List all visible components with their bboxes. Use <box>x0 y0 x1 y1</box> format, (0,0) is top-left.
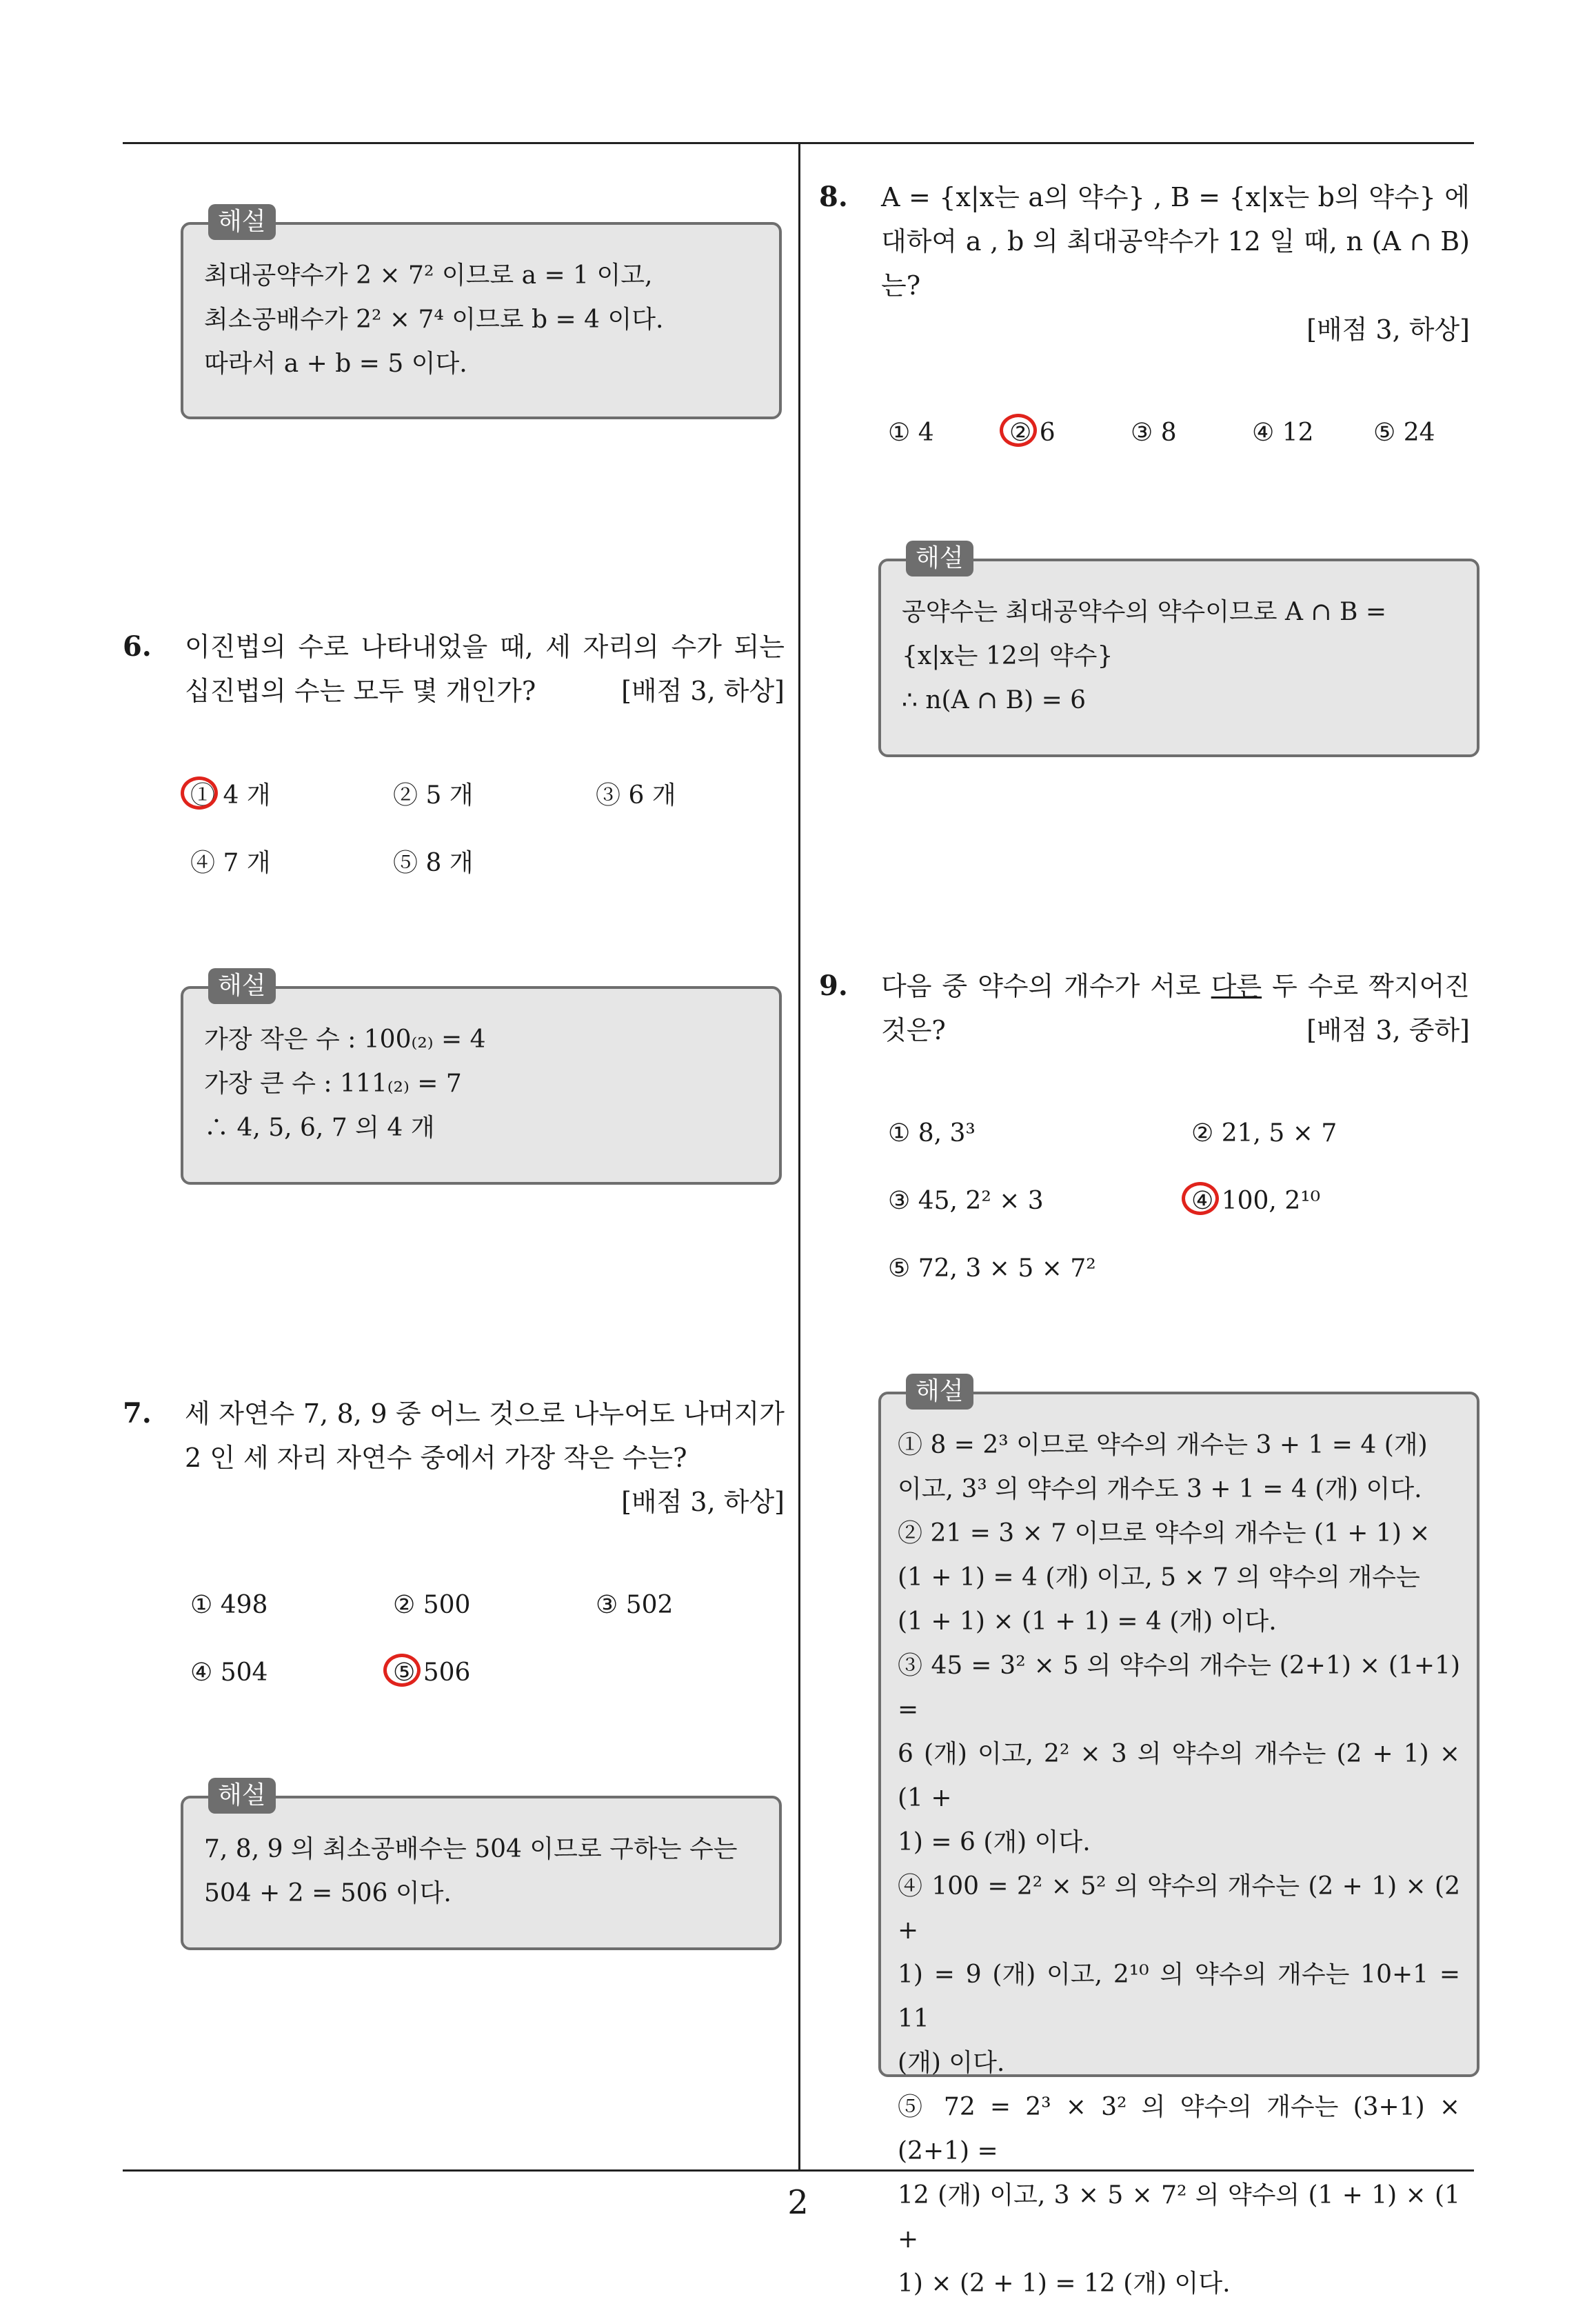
solution-text <box>204 1018 758 1150</box>
solution-line: ∴ 4, 5, 6, 7 의 4 개 <box>204 1114 435 1142</box>
choice-1[interactable]: ① 498 <box>190 1591 268 1619</box>
choice-5[interactable]: ⑤ 72, 3 × 5 × 7² <box>888 1254 1096 1283</box>
question-text <box>185 1392 785 1524</box>
choice-1[interactable]: ① 8, 3³ <box>888 1119 976 1147</box>
question-text <box>881 175 1470 352</box>
choice-5[interactable]: ⑤ 24 <box>1373 419 1435 447</box>
solution-line: 6 (개) 이고, 2² × 3 의 약수의 개수는 (2 + 1) × (1 + <box>898 1740 1460 1812</box>
question-points: [배점 3, 중하] <box>1306 1015 1470 1045</box>
choices-6 <box>190 775 783 885</box>
choice-1[interactable]: ① 4 개 <box>190 775 271 816</box>
solution-line: 최소공배수가 2² × 7⁴ 이므로 b = 4 이다. <box>204 305 664 334</box>
question-text <box>881 964 1470 1052</box>
question-points: [배점 3, 하상] <box>621 1487 785 1517</box>
solution-line: ② 21 = 3 × 7 이므로 약수의 개수는 (1 + 1) × <box>898 1519 1431 1547</box>
solution-line: 1) = 9 (개) 이고, 2¹⁰ 의 약수의 개수는 10+1 = 11 <box>898 1961 1460 2033</box>
choice-2[interactable]: ② 6 <box>1009 412 1055 454</box>
answer-mark-circle <box>181 776 218 810</box>
choice-2[interactable]: ② 21, 5 × 7 <box>1191 1119 1337 1147</box>
solution-line: ① 8 = 2³ 이므로 약수의 개수는 3 + 1 = 4 (개) <box>898 1431 1428 1459</box>
solution-line: ⑤ 72 = 2³ × 3² 의 약수의 개수는 (3+1) × (2+1) = <box>898 2093 1460 2165</box>
choice-3[interactable]: ③ 8 <box>1131 419 1177 447</box>
solution-line: 1) × (2 + 1) = 12 (개) 이다. <box>898 2269 1231 2298</box>
solution-tag: 해설 <box>208 1778 276 1814</box>
solution-tag: 해설 <box>906 541 973 576</box>
question-9 <box>819 964 1481 1061</box>
solution-line: (1 + 1) × (1 + 1) = 4 (개) 이다. <box>898 1607 1277 1636</box>
solution-line: (개) 이다. <box>898 2049 1005 2077</box>
question-number: 6. <box>123 630 152 663</box>
solution-line: 따라서 a + b = 5 이다. <box>204 350 467 378</box>
solution-line: 이고, 3³ 의 약수의 개수도 3 + 1 = 4 (개) 이다. <box>898 1475 1422 1503</box>
solution-text <box>204 254 758 386</box>
question-stem-tail: 두 수로 짝지어진 것은? <box>881 971 1470 1045</box>
solution-tag: 해설 <box>906 1374 973 1410</box>
solution-line: 504 + 2 = 506 이다. <box>204 1879 452 1907</box>
page-number: 2 <box>787 2183 809 2222</box>
question-number: 7. <box>123 1397 152 1430</box>
question-7 <box>123 1392 785 1530</box>
solution-line: 7, 8, 9 의 최소공배수는 504 이므로 구하는 수는 <box>204 1835 738 1863</box>
choice-2[interactable]: ② 5 개 <box>393 781 474 810</box>
solution-tag: 해설 <box>208 968 276 1004</box>
choice-4[interactable]: ④ 504 <box>190 1658 268 1687</box>
answer-mark-circle <box>383 1654 421 1687</box>
solution-line: {x|x는 12의 약수} <box>902 642 1113 670</box>
choice-5[interactable]: ⑤ 506 <box>393 1652 470 1694</box>
solution-line: ③ 45 = 3² × 5 의 약수의 개수는 (2+1) × (1+1) = <box>898 1652 1460 1724</box>
choice-3[interactable]: ③ 502 <box>596 1591 674 1619</box>
solution-line: 1) = 6 (개) 이다. <box>898 1828 1091 1856</box>
choices-7 <box>190 1585 783 1695</box>
choice-3[interactable]: ③ 45, 2² × 3 <box>888 1187 1044 1215</box>
underlined-word: 다른 <box>1211 971 1262 1001</box>
question-points: [배점 3, 하상] <box>1306 314 1470 345</box>
solution-box-6 <box>181 972 782 1185</box>
question-stem: A = {x|x는 a의 약수} , B = {x|x는 b의 약수} 에 대하여 a , b 의 최대공약수가 12 일 때, n (A ∩ B) 는? <box>881 182 1470 301</box>
solution-line: 공약수는 최대공약수의 약수이므로 A ∩ B = <box>902 598 1387 626</box>
choice-4[interactable]: ④ 7 개 <box>190 849 271 877</box>
solution-line: 가장 큰 수 : 111₍₂₎ = 7 <box>204 1070 462 1098</box>
solution-box-8 <box>878 544 1479 757</box>
solution-line: 최대공약수가 2 × 7² 이므로 a = 1 이고, <box>204 261 653 290</box>
column-divider <box>798 143 800 2171</box>
question-8 <box>819 175 1481 354</box>
choices-8 <box>888 412 1481 461</box>
choice-2[interactable]: ② 500 <box>393 1591 471 1619</box>
solution-line: 가장 작은 수 : 100₍₂₎ = 4 <box>204 1025 486 1054</box>
question-stem: 세 자연수 7, 8, 9 중 어느 것으로 나누어도 나머지가 2 인 세 자리 자연수 중에서 가장 작은 수는? <box>185 1398 785 1473</box>
question-stem: 이진법의 수로 나타내었을 때, 세 자리의 수가 되는 십진법의 수는 모두 몇 개인가? <box>185 632 785 706</box>
solution-box-9 <box>878 1377 1479 2298</box>
solution-text <box>898 1423 1460 2306</box>
question-6 <box>123 625 785 721</box>
choice-5[interactable]: ⑤ 8 개 <box>393 849 474 877</box>
question-stem: 다음 중 약수의 개수가 서로 <box>881 971 1211 1001</box>
solution-line: ∴ n(A ∩ B) = 6 <box>902 686 1087 714</box>
solution-text <box>204 1827 758 1916</box>
question-number: 8. <box>819 181 848 213</box>
choice-4[interactable]: ④ 12 <box>1252 419 1314 447</box>
choice-3[interactable]: ③ 6 개 <box>596 781 676 810</box>
solution-tag: 해설 <box>208 204 276 240</box>
question-number: 9. <box>819 970 848 1002</box>
question-points: [배점 3, 하상] <box>621 676 785 706</box>
question-text <box>185 625 785 713</box>
answer-mark-circle <box>1000 414 1037 447</box>
choices-9 <box>888 1113 1481 1292</box>
solution-box-7 <box>181 1781 782 1950</box>
solution-text <box>902 590 1456 723</box>
choice-1[interactable]: ① 4 <box>888 419 934 447</box>
solution-line: (1 + 1) = 4 (개) 이고, 5 × 7 의 약수의 개수는 <box>898 1563 1420 1592</box>
solution-box-5 <box>181 208 782 419</box>
answer-mark-circle <box>1182 1182 1219 1215</box>
choice-4[interactable]: ④ 100, 2¹⁰ <box>1191 1181 1320 1222</box>
solution-line: 12 (개) 이고, 3 × 5 × 7² 의 약수의 (1 + 1) × (1 + <box>898 2181 1460 2254</box>
solution-line: ④ 100 = 2² × 5² 의 약수의 개수는 (2 + 1) × (2 + <box>898 1872 1460 1945</box>
